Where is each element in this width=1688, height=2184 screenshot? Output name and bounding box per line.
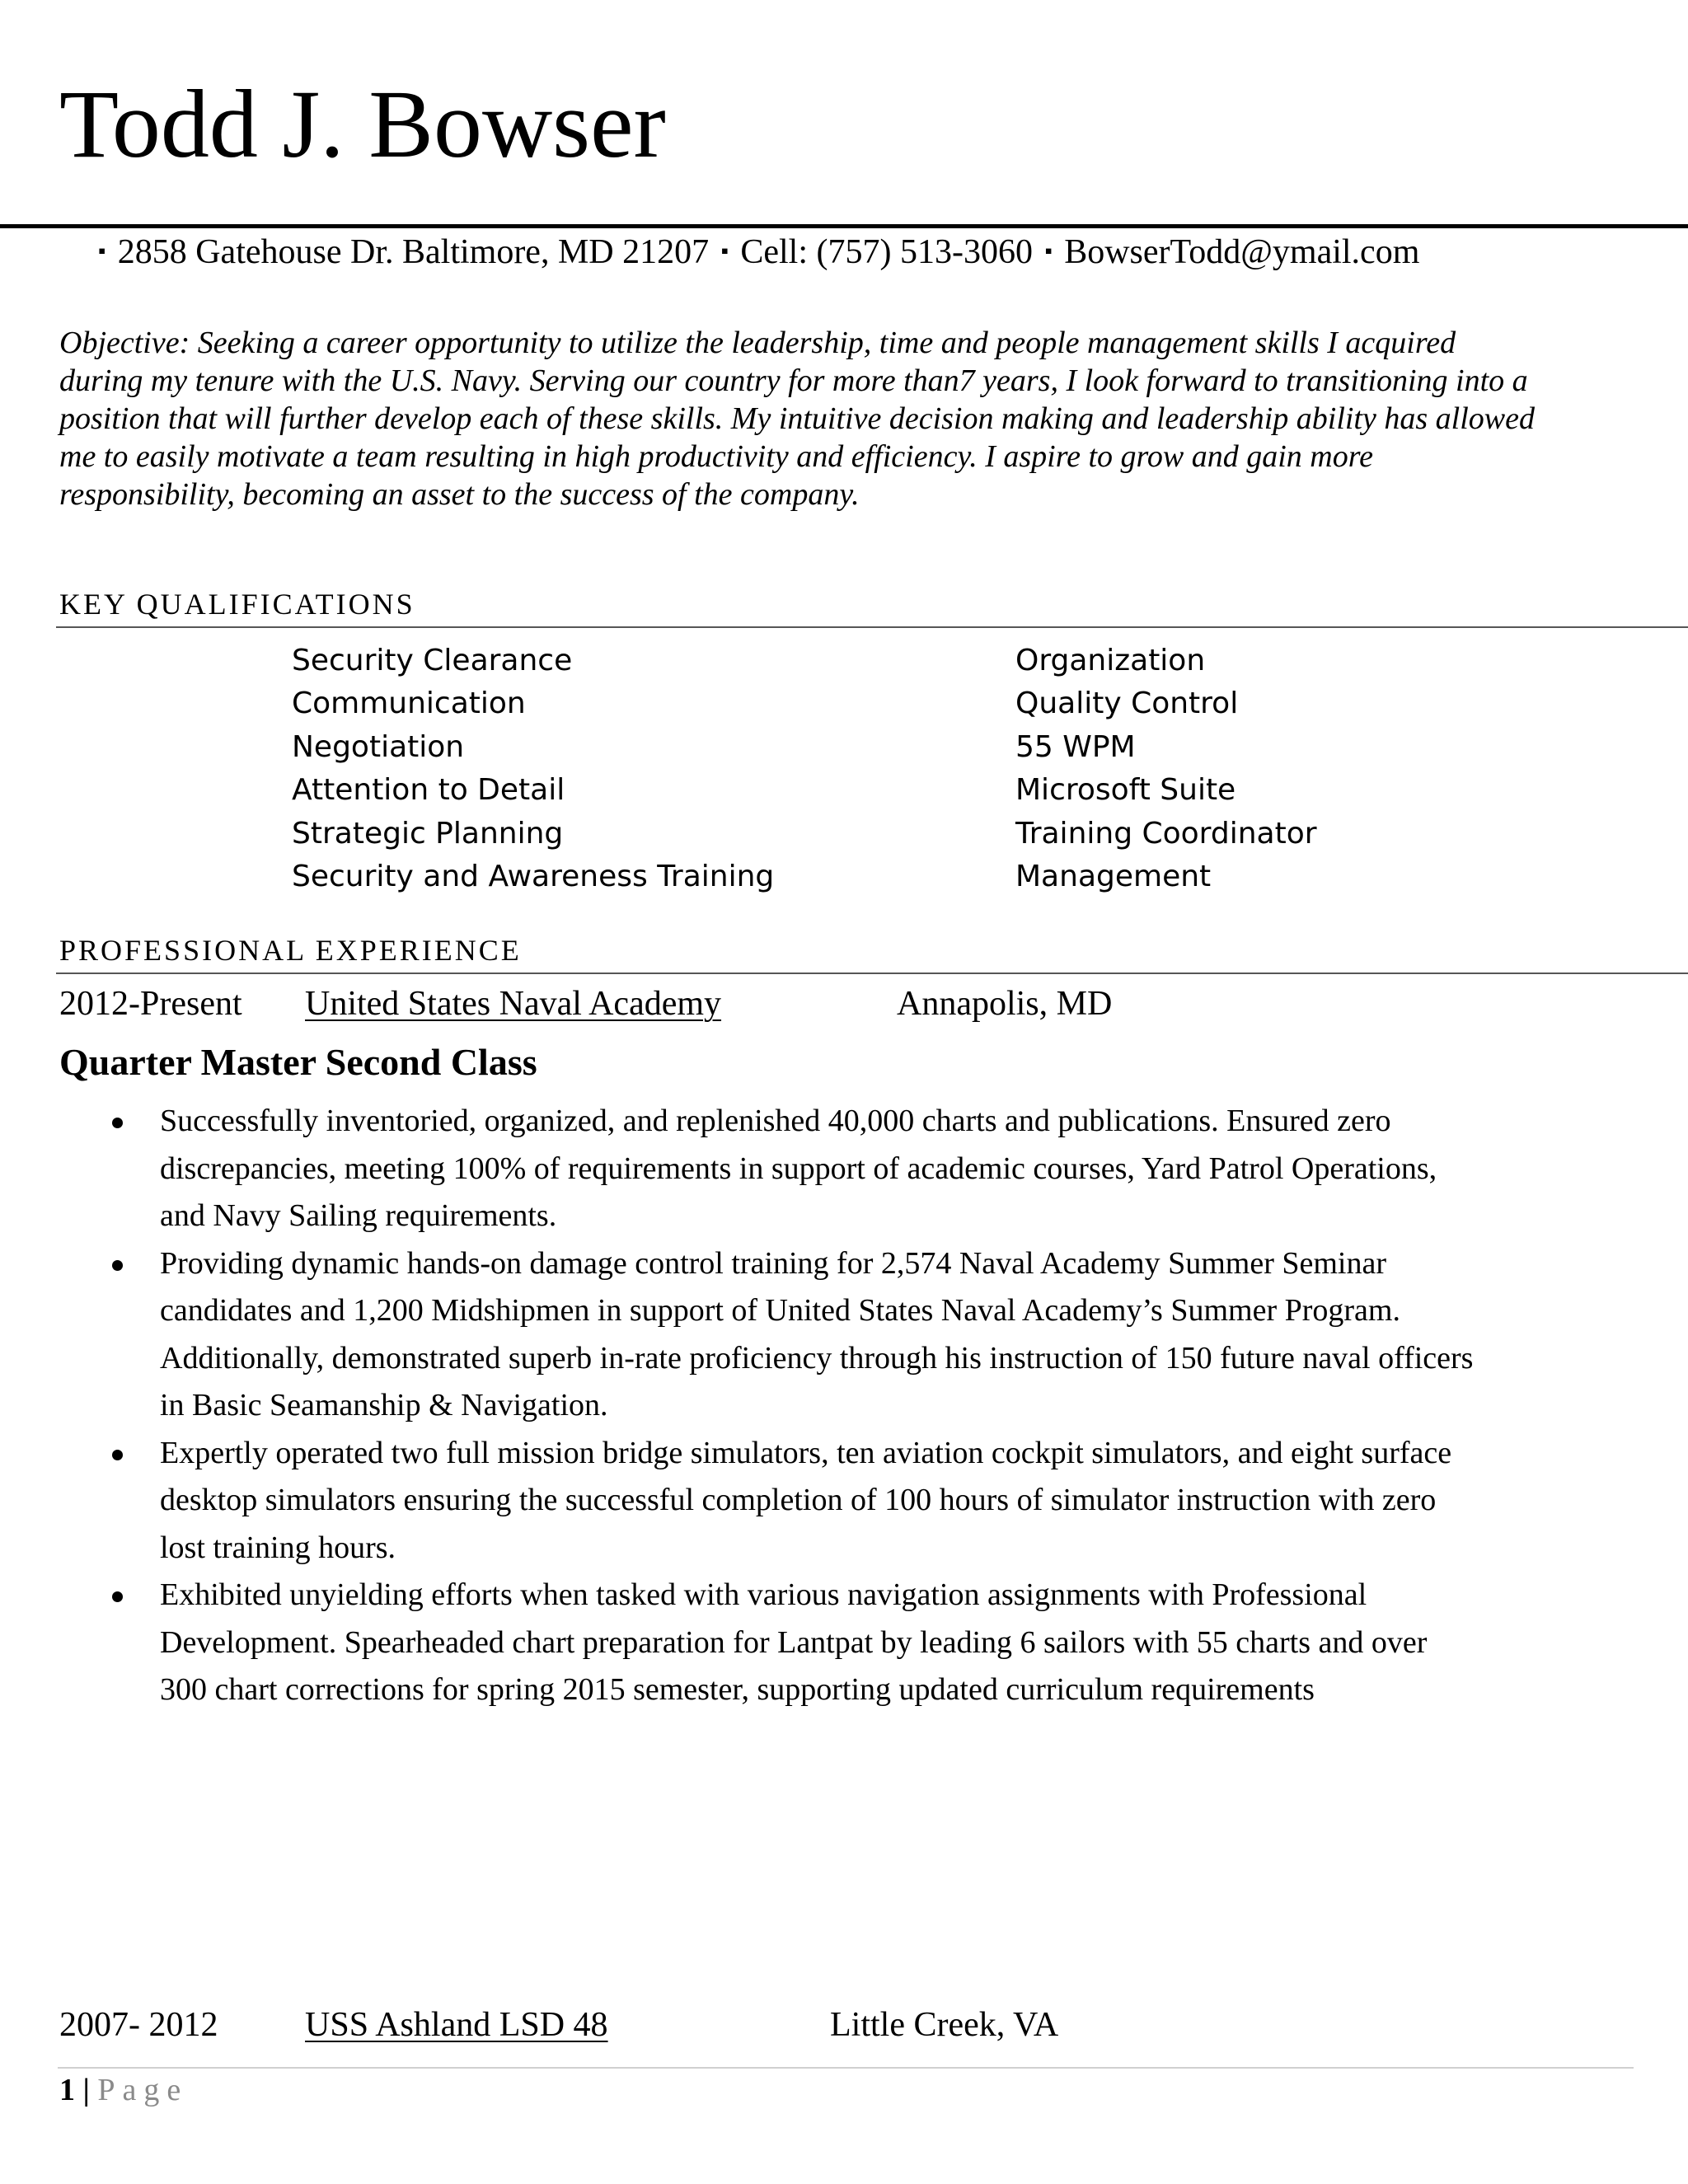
objective-paragraph xyxy=(59,324,1650,513)
job-location: Annapolis, MD xyxy=(897,985,1113,1023)
job-employer xyxy=(305,2008,608,2042)
bullet-icon xyxy=(112,1591,123,1602)
duty-line: Successfully inventoried, organized, and replenished 40,000 charts and publications. Ensured zero xyxy=(160,1104,1391,1138)
duty-line: and Navy Sailing requirements. xyxy=(160,1198,557,1233)
professional-experience-heading: PROFESSIONAL EXPERIENCE xyxy=(59,934,522,967)
qualification-item: Security and Awareness Training xyxy=(292,860,775,894)
qualification-item: Communication xyxy=(292,687,526,721)
list-item xyxy=(106,1098,1622,1240)
qualification-item: Negotiation xyxy=(292,729,465,764)
page-number: 1 xyxy=(59,2073,75,2107)
contact-bullet-icon: ▪ xyxy=(98,239,106,263)
cell-phone: Cell: (757) 513-3060 xyxy=(740,233,1033,271)
duty-line: Expertly operated two full mission bridge simulators, ten aviation cockpit simulators, and eight surface xyxy=(160,1435,1452,1470)
employer-name: USS Ashland LSD 48 xyxy=(305,2006,608,2044)
section-rule xyxy=(56,972,1688,974)
duty-line: discrepancies, meeting 100% of requirements in support of academic courses, Yard Patrol Operations, xyxy=(160,1151,1437,1186)
job-dates: 2012-Present xyxy=(59,985,242,1023)
page-footer xyxy=(59,2072,188,2108)
list-item xyxy=(106,1572,1622,1714)
qualification-item: Training Coordinator xyxy=(1015,816,1317,851)
duty-line: desktop simulators ensuring the successful completion of 100 hours of simulator instruction with zero xyxy=(160,1483,1437,1517)
qualification-item: 55 WPM xyxy=(1015,729,1136,764)
contact-bullet-icon: ▪ xyxy=(1044,239,1053,263)
footer-separator: | xyxy=(82,2073,90,2107)
candidate-name: Todd J. Bowser xyxy=(59,70,666,178)
bullet-icon xyxy=(112,1450,123,1460)
section-rule xyxy=(56,626,1688,628)
qualification-item: Strategic Planning xyxy=(292,816,564,851)
job-employer xyxy=(305,987,721,1021)
qualifications-left-column xyxy=(292,640,774,898)
address: 2858 Gatehouse Dr. Baltimore, MD 21207 xyxy=(117,233,710,271)
employer-name: United States Naval Academy xyxy=(305,985,722,1023)
list-item xyxy=(106,1430,1622,1572)
objective-line: me to easily motivate a team resulting in high productivity and efficiency. I aspire to grow and gain more xyxy=(59,439,1373,474)
objective-line: responsibility, becoming an asset to the success of the company. xyxy=(59,477,860,512)
qualification-item: Organization xyxy=(1015,644,1206,677)
job-location: Little Creek, VA xyxy=(830,2006,1059,2044)
job-dates: 2007- 2012 xyxy=(59,2006,218,2044)
duty-line: 300 chart corrections for spring 2015 semester, supporting updated curriculum requirements xyxy=(160,1672,1315,1707)
header-rule xyxy=(0,224,1688,228)
contact-bullet-icon: ▪ xyxy=(720,239,729,263)
email-address: BowserTodd@ymail.com xyxy=(1064,233,1420,271)
contact-line xyxy=(95,232,1419,272)
qualification-item: Security Clearance xyxy=(292,644,573,677)
qualification-item: Microsoft Suite xyxy=(1015,773,1236,808)
job-position-title: Quarter Master Second Class xyxy=(59,1041,537,1083)
duty-line: candidates and 1,200 Midshipmen in support of United States Naval Academy’s Summer Program. xyxy=(160,1293,1400,1328)
qualifications-right-column xyxy=(1015,640,1317,898)
page-label: Page xyxy=(97,2073,189,2107)
duty-line: Development. Spearheaded chart preparation for Lantpat by leading 6 sailors with 55 charts and over xyxy=(160,1624,1428,1660)
qualification-item: Quality Control xyxy=(1015,687,1239,721)
duty-line: lost training hours. xyxy=(160,1530,396,1565)
footer-rule xyxy=(58,2067,1634,2069)
key-qualifications-heading: KEY QUALIFICATIONS xyxy=(59,588,415,621)
duty-line: Providing dynamic hands-on damage control training for 2,574 Naval Academy Summer Seminar xyxy=(160,1245,1386,1281)
objective-line: Objective: Seeking a career opportunity to utilize the leadership, time and people management skills I acquired xyxy=(59,326,1456,360)
bullet-icon xyxy=(112,1118,123,1128)
job-duties-list xyxy=(106,1098,1622,1714)
bullet-icon xyxy=(112,1260,123,1271)
objective-line: position that will further develop each of these skills. My intuitive decision making and leadership ability has allowed xyxy=(59,401,1535,436)
objective-line: during my tenure with the U.S. Navy. Serving our country for more than7 years, I look forward to transitioning into a xyxy=(59,363,1528,398)
qualification-item: Management xyxy=(1015,860,1212,894)
duty-line: in Basic Seamanship & Navigation. xyxy=(160,1388,608,1422)
list-item xyxy=(106,1240,1622,1430)
duty-line: Additionally, demonstrated superb in-rate proficiency through his instruction of 150 future naval officers xyxy=(160,1340,1474,1376)
qualification-item: Attention to Detail xyxy=(292,773,565,808)
duty-line: Exhibited unyielding efforts when tasked with various navigation assignments with Professional xyxy=(160,1577,1367,1612)
